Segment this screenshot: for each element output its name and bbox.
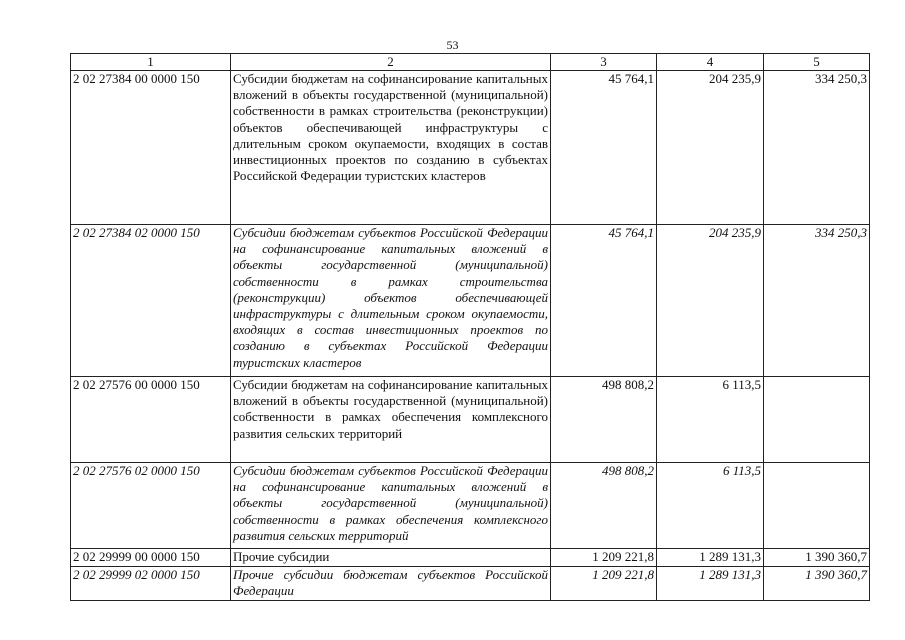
- row-value-col5: 334 250,3: [764, 71, 870, 225]
- row-name: Прочие субсидии: [231, 549, 551, 567]
- column-header-4: 4: [657, 54, 764, 71]
- row-value-col3: 45 764,1: [551, 225, 657, 377]
- row-value-col4: 1 289 131,3: [657, 567, 764, 601]
- row-code: 2 02 27384 00 0000 150: [71, 71, 231, 225]
- budget-table: [70, 53, 870, 601]
- row-value-col3: 1 209 221,8: [551, 567, 657, 601]
- row-value-col5: [764, 463, 870, 549]
- row-value-col4: 6 113,5: [657, 463, 764, 549]
- row-value-col5: 1 390 360,7: [764, 567, 870, 601]
- row-value-col4: 6 113,5: [657, 377, 764, 463]
- table-row: [71, 225, 870, 377]
- table-row: [71, 549, 870, 567]
- row-value-col3: 498 808,2: [551, 463, 657, 549]
- row-code: 2 02 27384 02 0000 150: [71, 225, 231, 377]
- column-header-5: 5: [764, 54, 870, 71]
- row-name: Субсидии бюджетам на софинансирование капитальных вложений в объекты государственной (муниципальной) собственности в рамках обеспечения комплексного развития сельских территорий: [231, 377, 551, 463]
- table-row: [71, 377, 870, 463]
- row-value-col3: 45 764,1: [551, 71, 657, 225]
- page-number: 53: [446, 38, 459, 52]
- row-value-col5: 1 390 360,7: [764, 549, 870, 567]
- row-value-col4: 1 289 131,3: [657, 549, 764, 567]
- row-code: 2 02 29999 00 0000 150: [71, 549, 231, 567]
- row-value-col3: 1 209 221,8: [551, 549, 657, 567]
- row-name: Субсидии бюджетам субъектов Российской Федерации на софинансирование капитальных вложений в объекты государственной (муниципальной) собственности в рамках обеспечения комплексного развития сельских территорий: [231, 463, 551, 549]
- table-row: [71, 463, 870, 549]
- row-value-col3: 498 808,2: [551, 377, 657, 463]
- row-code: 2 02 29999 02 0000 150: [71, 567, 231, 601]
- table-row: [71, 567, 870, 601]
- row-name: Прочие субсидии бюджетам субъектов Российской Федерации: [231, 567, 551, 601]
- row-value-col5: [764, 377, 870, 463]
- column-header-1: 1: [71, 54, 231, 71]
- table-row: [71, 71, 870, 225]
- row-code: 2 02 27576 00 0000 150: [71, 377, 231, 463]
- row-name: Субсидии бюджетам на софинансирование капитальных вложений в объекты государственной (муниципальной) собственности в рамках строительства (реконструкции) объектов обеспечивающей инфраструктуры с длительным сроком окупаемости, входящих в состав инвестиционных проектов по созданию в субъектах Российской Федерации туристских кластеров: [231, 71, 551, 225]
- row-name: Субсидии бюджетам субъектов Российской Федерации на софинансирование капитальных вложений в объекты государственной (муниципальной) собственности в рамках строительства (реконструкции) объектов обеспечивающей инфраструктуры с длительным сроком окупаемости, входящих в состав инвестиционных проектов по созданию в субъектах Российской Федерации туристских кластеров: [231, 225, 551, 377]
- column-header-2: 2: [231, 54, 551, 71]
- column-header-3: 3: [551, 54, 657, 71]
- row-value-col5: 334 250,3: [764, 225, 870, 377]
- row-value-col4: 204 235,9: [657, 71, 764, 225]
- table-header-row: [71, 54, 870, 71]
- row-value-col4: 204 235,9: [657, 225, 764, 377]
- row-code: 2 02 27576 02 0000 150: [71, 463, 231, 549]
